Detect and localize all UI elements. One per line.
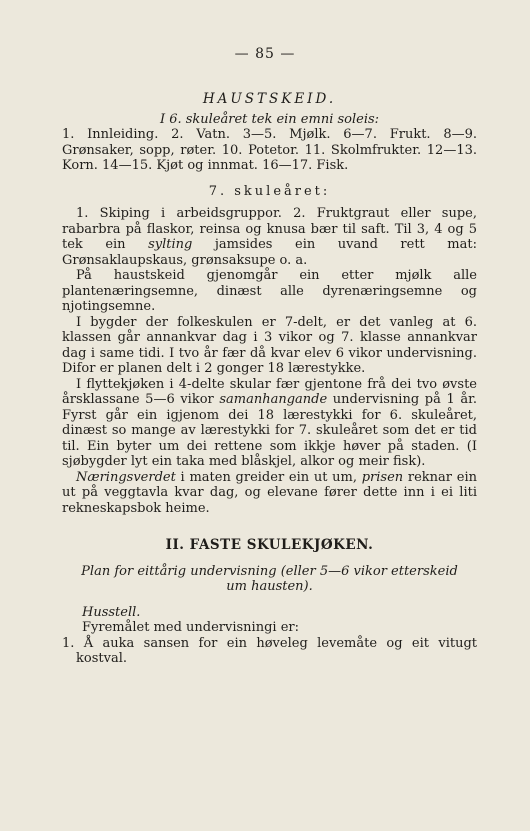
grade7-paragraph-1: 1. Skiping i arbeidsgruppor. 2. Fruktgraut eller supe, rabarbra på flaskor, reinsa og knusa bær til saft. Til 3, 4 og 5 tek ein sylting jamsides ein uvand rett mat: Grønsaklaupskaus, grønsaksupe o. a. [62,206,477,268]
part2-heading: II. FASTE SKULEKJØKEN. [165,537,374,553]
section-title: HAUSTSKEID. [202,91,337,107]
grade6-topic-list: 1. Innleiding. 2. Vatn. 3—5. Mjølk. 6—7. Frukt. 8—9. Grønsaker, sopp, røter. 10. Potetor. 11. Skolmfrukter. 12—13. Korn. 14—15. Kjøt og innmat. 16—17. Fisk. [62,127,477,173]
page-number: — 85 — [234,46,296,62]
grade7-heading: 7. skuleåret: [208,183,331,199]
grade7-paragraph-3: I bygder der folkeskulen er 7-delt, er det vanleg at 6. klassen går annankvar dag i 3 vikor og 7. klasse annankvar dag i same tidi. I tvo år fær då kvar elev 6 vikor undervisning. Difor er planen delt i 2 gonger 18 lærestykke. [62,314,477,376]
plan-subtitle: Plan for eittårig undervisning (eller 5—6 vikor etterskeid um hausten). [81,563,458,594]
husstell-heading: Husstell. [82,604,141,620]
goal-line: Fyremålet med undervisningi er: [82,620,299,635]
grade7-paragraph-2: På haustskeid gjenomgår ein etter mjølk alle plantenæringsemne, dinæst alle dyrenæringsemne og njotingsemne. [62,268,477,314]
grade6-heading: I 6. skuleåret tek ein emni soleis: [159,111,380,127]
grade7-paragraph-5: Næringsverdet i maten greider ein ut um, prisen reknar ein ut på veggtavla kvar dag, og elevane fører dette inn i ei liti rekneskapsbok heime. [62,469,477,516]
grade7-paragraph-4: I flyttekjøken i 4-delte skular fær gjentone frå dei tvo øvste årsklassane 5—6 vikor samanhangande undervisning på 1 år. Fyrst går ein igjenom dei 18 lærestykki for 6. skuleåret, dinæst so mange av lærestykki for 7. skuleåret som det er tid til. Ein byter um dei rettene som ikkje høver på staden. (I sjøbygder lyt ein taka med blåskjel, alkor og meir fisk). [62,376,477,469]
page-body [62,92,477,667]
goal-item-1: 1. Å auka sansen for ein høveleg levemåte og eit vitugt kostval. [62,635,477,666]
